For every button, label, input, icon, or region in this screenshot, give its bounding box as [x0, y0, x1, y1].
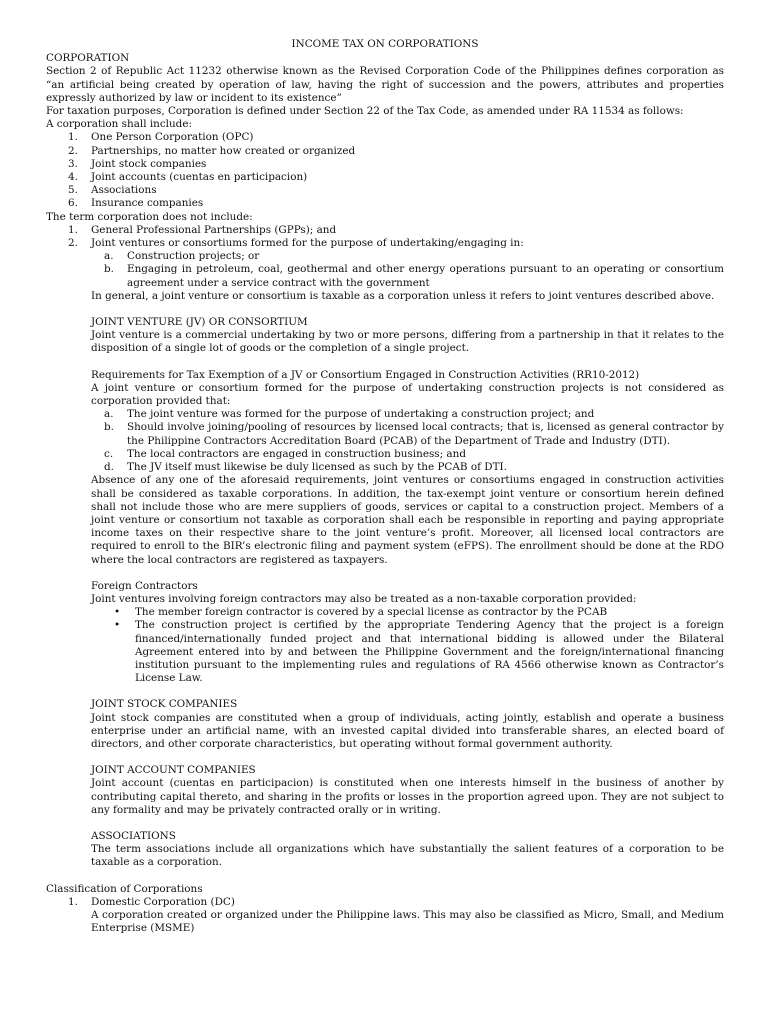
- paragraph: Joint account (cuentas en participacion) is constituted when one interests himself in the business of another by contributing capital thereto, and sharing in the profits or losses in the proportion agreed upon. They are not subject to any formality and may be privately contracted orally or in writing.: [91, 777, 724, 816]
- paragraph: Joint ventures involving foreign contractors may also be treated as a non-taxable corporation provided:: [91, 592, 637, 605]
- list-item: c. The local contractors are engaged in construction business; and: [104, 447, 466, 460]
- list-item: b. Engaging in petroleum, coal, geothermal and other energy operations pursuant to an operating or consortium agreement under a service contract with the government: [104, 263, 724, 289]
- list-item: 3. Joint stock companies: [68, 157, 207, 170]
- list-item: • The member foreign contractor is covered by a special license as contractor by the PCAB: [114, 606, 608, 619]
- list-item: 4. Joint accounts (cuentas en participacion): [68, 171, 308, 184]
- list-item: 1. General Professional Partnerships (GPPs); and: [68, 223, 337, 236]
- list-item: a. The joint venture was formed for the purpose of undertaking a construction project; and: [104, 408, 595, 421]
- requirements-list: [46, 408, 724, 474]
- list-item: • The construction project is certified by the appropriate Tendering Agency that the project is a foreign financed/internationally funded project and that international bidding is allowed under the Bilateral Agreement entered into by and between the Philippine Government and the foreign/international financing institution pursuant to the implementing rules and regulations of RA 4566 otherwise known as Contractor’s License Law.: [114, 619, 724, 685]
- paragraph: Joint venture is a commercial undertaking by two or more persons, differing from a partnership in that it relates to the disposition of a single lot of goods or the completion of a single project.: [91, 329, 724, 355]
- paragraph: A corporation shall include:: [46, 118, 192, 131]
- paragraph: In general, a joint venture or consortium is taxable as a corporation unless it refers to joint ventures described above.: [91, 289, 715, 302]
- list-item: 2. Joint ventures or consortiums formed for the purpose of undertaking/engaging in:: [68, 237, 524, 250]
- list-item: b. Should involve joining/pooling of resources by licensed local contracts; that is, licensed as general contractor by the Philippine Contractors Accreditation Board (PCAB) of the Department of Trade and Industry (DTI).: [104, 421, 724, 447]
- paragraph: A corporation created or organized under the Philippine laws. This may also be classified as Micro, Small, and Medium Enterprise (MSME): [91, 908, 724, 935]
- paragraph: For taxation purposes, Corporation is defined under Section 22 of the Tax Code, as amended under RA 11534 as follows:: [46, 105, 684, 118]
- list-item: 5. Associations: [68, 184, 157, 197]
- classification-list: [46, 896, 724, 909]
- heading-joint-account-companies: JOINT ACCOUNT COMPANIES: [91, 764, 256, 777]
- paragraph: Section 2 of Republic Act 11232 otherwise known as the Revised Corporation Code of the Philippines defines corporation as “an artificial being created by operation of law, having the right of succession and the powers, attributes and properties expressly authorized by law or incident to its existence”: [46, 65, 724, 104]
- list-item: 6. Insurance companies: [68, 197, 204, 210]
- list-item: 1. Domestic Corporation (DC): [68, 895, 235, 908]
- heading-classification: Classification of Corporations: [46, 882, 203, 895]
- list-item: 1. One Person Corporation (OPC): [68, 131, 254, 144]
- subheading-requirements: Requirements for Tax Exemption of a JV or Consortium Engaged in Construction Activities (RR10-2012): [91, 368, 640, 381]
- list-item: 2. Partnerships, no matter how created or organized: [68, 144, 356, 157]
- document-title: INCOME TAX ON CORPORATIONS: [291, 38, 479, 50]
- exclude-sub-list: [46, 250, 724, 290]
- exclude-list: [46, 224, 724, 250]
- paragraph: A joint venture or consortium formed for the purpose of undertaking construction projects is not considered as corporation provided that:: [91, 381, 724, 408]
- heading-corporation: CORPORATION: [46, 52, 130, 65]
- include-list: [46, 131, 724, 210]
- list-item: a. Construction projects; or: [104, 250, 260, 263]
- subheading-foreign-contractors: Foreign Contractors: [91, 579, 198, 592]
- heading-associations: ASSOCIATIONS: [91, 829, 176, 842]
- foreign-contractors-list: [46, 606, 724, 685]
- list-item: d. The JV itself must likewise be duly licensed as such by the PCAB of DTI.: [104, 461, 507, 474]
- paragraph: The term associations include all organizations which have substantially the salient features of a corporation to be taxable as a corporation.: [91, 843, 724, 869]
- document-page: [46, 38, 724, 935]
- paragraph: The term corporation does not include:: [46, 210, 253, 223]
- paragraph: Absence of any one of the aforesaid requirements, joint ventures or consortiums engaged in construction activities shall be considered as taxable corporations. In addition, the tax-exempt joint venture or consortium herein defined shall not include those who are mere suppliers of goods, services or capital to a construction project. Members of a joint venture or consortium not taxable as corporation shall each be responsible in reporting and paying appropriate income taxes on their respective share to the joint venture’s profit. Moreover, all licensed local contractors are required to enroll to the BIR’s electronic filing and payment system (eFPS). The enrollment should be done at the RDO where the local contractors are registered as taxpayers.: [91, 474, 724, 566]
- heading-joint-venture: JOINT VENTURE (JV) OR CONSORTIUM: [91, 316, 308, 329]
- heading-joint-stock-companies: JOINT STOCK COMPANIES: [91, 698, 238, 711]
- paragraph: Joint stock companies are constituted when a group of individuals, acting jointly, establish and operate a business enterprise under an artificial name, with an invested capital divided into transferable shares, an elected board of directors, and other corporate characteristics, but operating without formal government authority.: [91, 711, 724, 750]
